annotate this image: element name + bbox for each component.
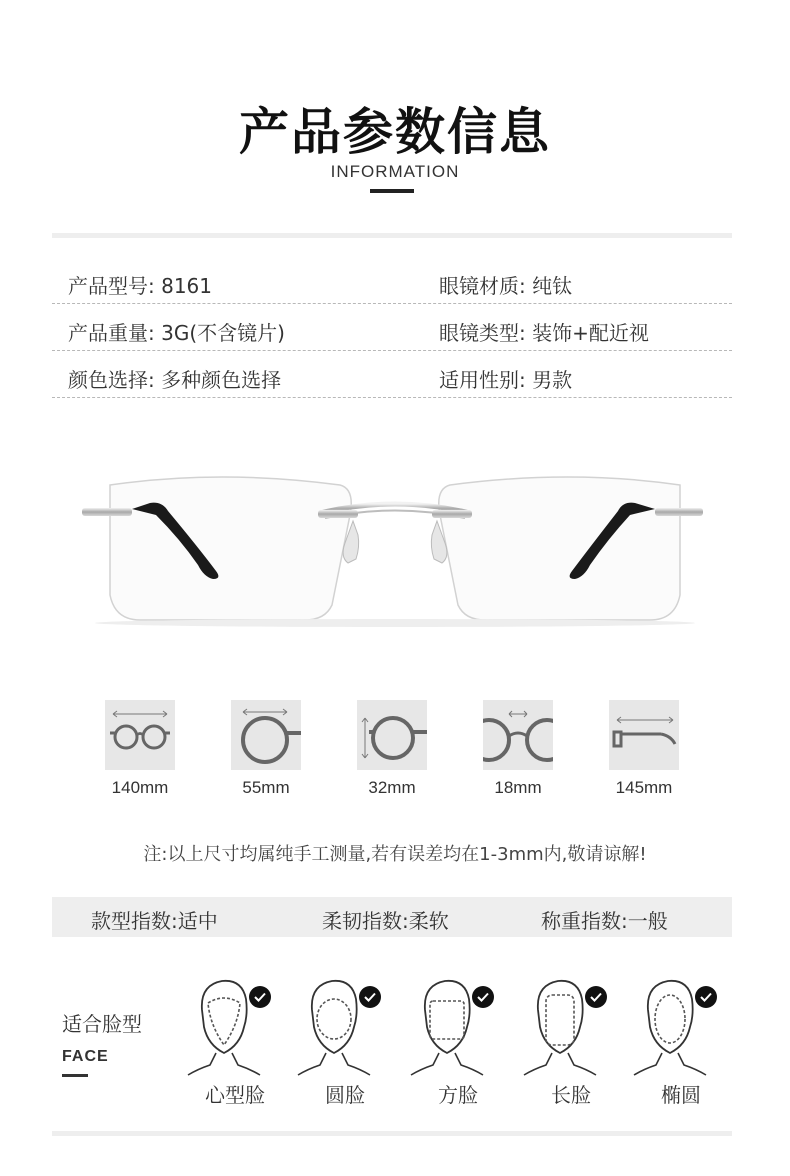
dimension-item (90, 700, 190, 798)
face-type-item (516, 975, 626, 1110)
divider-top (52, 233, 732, 238)
spec-model: 产品型号: 8161 (68, 274, 212, 298)
face-type-item (403, 975, 513, 1110)
oval-face-icon (626, 975, 736, 1079)
temple-length-icon (609, 700, 679, 770)
dimension-label: 140mm (111, 778, 169, 797)
frame-width-icon (105, 700, 175, 770)
dimension-item (216, 700, 316, 798)
face-type-item (626, 975, 736, 1110)
long-face-icon (516, 975, 626, 1079)
index-style: 款型指数:适中 (91, 909, 218, 933)
face-type-item (290, 975, 400, 1110)
face-type-label: 方脸 (438, 1083, 478, 1107)
face-section-title: 适合脸型 (62, 1012, 142, 1036)
index-flexibility: 柔韧指数:柔软 (322, 909, 449, 933)
measurement-note: 注:以上尺寸均属纯手工测量,若有误差均在1-3mm内,敬请谅解! (143, 844, 647, 865)
dimension-list (52, 700, 732, 810)
spec-weight: 产品重量: 3G(不含镜片) (68, 321, 285, 345)
lens-height-icon (357, 700, 427, 770)
bridge-width-icon (483, 700, 553, 770)
dimension-item (468, 700, 568, 798)
square-face-icon (403, 975, 513, 1079)
lens-width-icon (231, 700, 301, 770)
dimension-label: 32mm (368, 778, 416, 797)
face-type-label: 圆脸 (325, 1083, 365, 1107)
page-subtitle: INFORMATION (330, 162, 460, 181)
dimension-label: 18mm (494, 778, 542, 797)
spec-gender: 适用性别: 男款 (439, 368, 573, 392)
product-image (70, 455, 720, 650)
spec-row (52, 352, 732, 398)
spec-type: 眼镜类型: 装饰+配近视 (439, 321, 649, 345)
title-underline (370, 189, 414, 193)
dimension-item (594, 700, 694, 798)
face-type-item (180, 975, 290, 1110)
dimension-label: 145mm (615, 778, 673, 797)
spec-row (52, 258, 732, 304)
index-bar (52, 897, 732, 937)
spec-row (52, 305, 732, 351)
glasses-illustration (70, 455, 720, 650)
index-weight: 称重指数:一般 (541, 909, 668, 933)
round-face-icon (290, 975, 400, 1079)
spec-material: 眼镜材质: 纯钛 (439, 274, 573, 298)
face-type-label: 心型脸 (205, 1083, 265, 1107)
dimension-item (342, 700, 442, 798)
face-type-label: 长脸 (551, 1083, 591, 1107)
dimension-label: 55mm (242, 778, 290, 797)
heart-face-icon (180, 975, 290, 1079)
spec-color: 颜色选择: 多种颜色选择 (68, 368, 282, 392)
page-title: 产品参数信息 (239, 103, 551, 161)
face-subtitle-underline (62, 1074, 88, 1077)
face-type-label: 椭圆 (661, 1083, 701, 1107)
face-section-subtitle: FACE (62, 1048, 109, 1065)
divider-bottom (52, 1131, 732, 1136)
